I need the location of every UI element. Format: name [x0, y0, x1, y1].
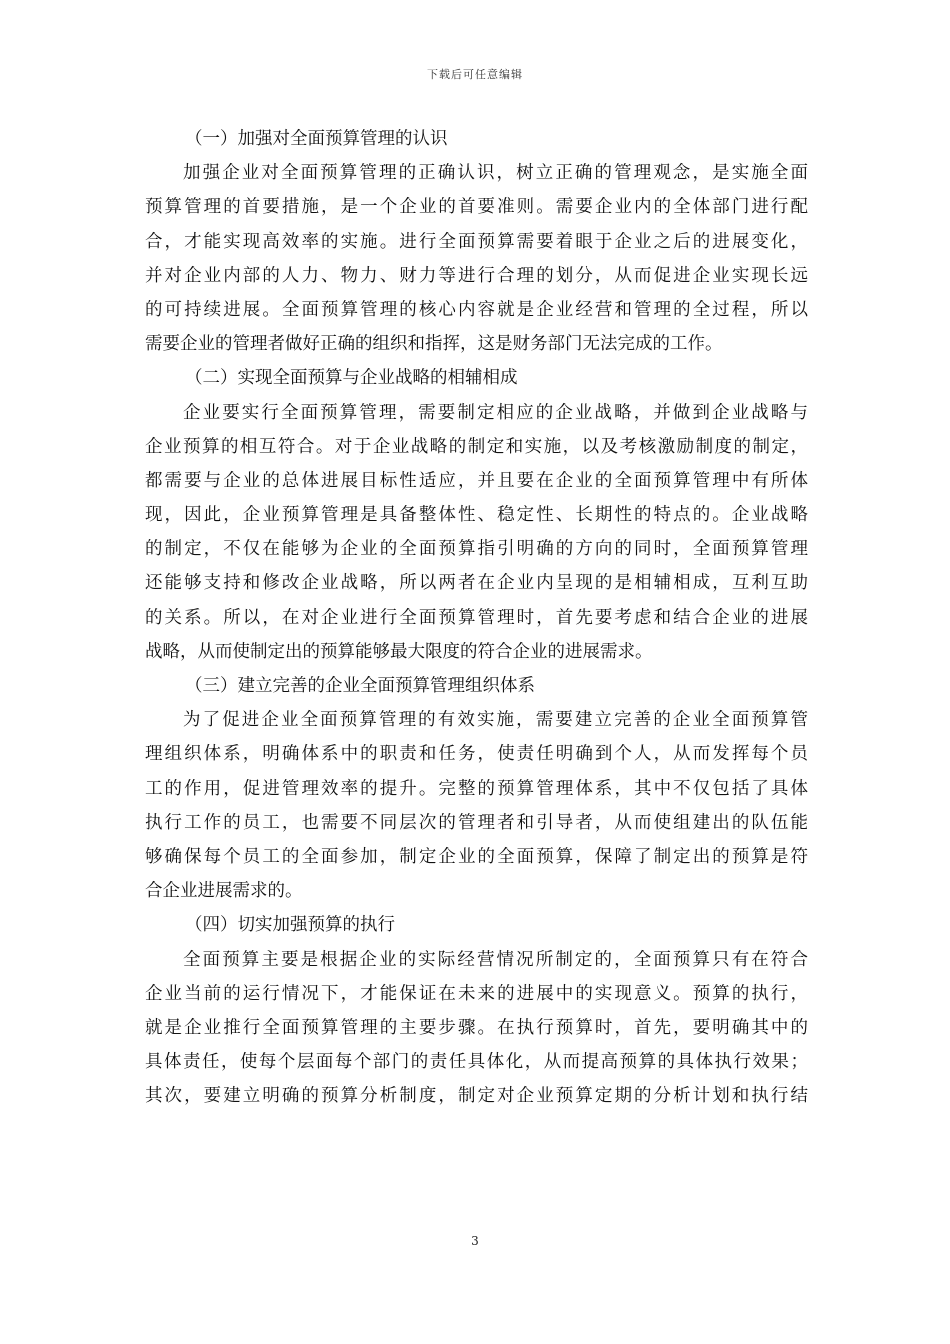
- section-heading: （三）建立完善的企业全面预算管理组织体系: [185, 676, 535, 696]
- paragraph-line: 的关系。所以，在对企业进行全面预算管理时，首先要考虑和结合企业的进展: [145, 607, 808, 628]
- section-heading: （四）切实加强预算的执行: [185, 915, 395, 936]
- section-heading: （一）加强对全面预算管理的认识: [185, 129, 448, 149]
- paragraph-line: 具体责任，使每个层面每个部门的责任具体化，从而提高预算的具体执行效果；: [145, 1052, 808, 1073]
- paragraph-line: 为了促进企业全面预算管理的有效实施，需要建立完善的企业全面预算管: [183, 710, 808, 731]
- paragraph-line: 合企业进展需求的。: [145, 881, 303, 902]
- paragraph-line: 全面预算主要是根据企业的实际经营情况所制定的，全面预算只有在符合: [183, 949, 808, 970]
- paragraph-line: 就是企业推行全面预算管理的主要步骤。在执行预算时，首先，要明确其中的: [145, 1017, 808, 1038]
- paragraph-line: 企业要实行全面预算管理，需要制定相应的企业战略，并做到企业战略与: [183, 402, 808, 423]
- paragraph-line: 的制定，不仅在能够为企业的全面预算指引明确的方向的同时，全面预算管理: [145, 539, 808, 560]
- document-body: [145, 122, 808, 1113]
- page-header-note: 下载后可任意编辑: [427, 68, 523, 81]
- paragraph-line: 还能够支持和修改企业战略，所以两者在企业内呈现的是相辅相成，互利互助: [145, 573, 808, 594]
- paragraph-line: 都需要与企业的总体进展目标性适应，并且要在企业的全面预算管理中有所体: [145, 470, 808, 491]
- paragraph-line: 并对企业内部的人力、物力、财力等进行合理的划分，从而促进企业实现长远: [145, 265, 808, 286]
- paragraph-line: 企业当前的运行情况下，才能保证在未来的进展中的实现意义。预算的执行，: [145, 983, 808, 1004]
- paragraph-line: 现，因此，企业预算管理是具备整体性、稳定性、长期性的特点的。企业战略: [145, 505, 808, 526]
- paragraph-line: 加强企业对全面预算管理的正确认识，树立正确的管理观念，是实施全面: [183, 163, 808, 184]
- paragraph-line: 其次，要建立明确的预算分析制度，制定对企业预算定期的分析计划和执行结: [145, 1086, 808, 1107]
- paragraph-line: 企业预算的相互符合。对于企业战略的制定和实施，以及考核激励制度的制定，: [145, 436, 808, 457]
- paragraph-line: 的可持续进展。全面预算管理的核心内容就是企业经营和管理的全过程，所以: [145, 299, 808, 320]
- paragraph-line: 执行工作的员工，也需要不同层次的管理者和引导者，从而使组建出的队伍能: [145, 812, 808, 833]
- page-number: 3: [471, 1234, 479, 1248]
- section-heading: （二）实现全面预算与企业战略的相辅相成: [185, 368, 518, 389]
- paragraph-line: 工的作用，促进管理效率的提升。完整的预算管理体系，其中不仅包括了具体: [145, 778, 808, 799]
- paragraph-line: 理组织体系，明确体系中的职责和任务，使责任明确到个人，从而发挥每个员: [145, 744, 808, 765]
- paragraph-line: 需要企业的管理者做好正确的组织和指挥，这是财务部门无法完成的工作。: [145, 334, 723, 355]
- paragraph-line: 战略，从而使制定出的预算能够最大限度的符合企业的进展需求。: [145, 641, 653, 662]
- paragraph-line: 够确保每个员工的全面参加，制定企业的全面预算，保障了制定出的预算是符: [145, 846, 808, 867]
- paragraph-line: 合，才能实现高效率的实施。进行全面预算需要着眼于企业之后的进展变化，: [145, 231, 808, 252]
- paragraph-line: 预算管理的首要措施，是一个企业的首要准则。需要企业内的全体部门进行配: [145, 197, 808, 218]
